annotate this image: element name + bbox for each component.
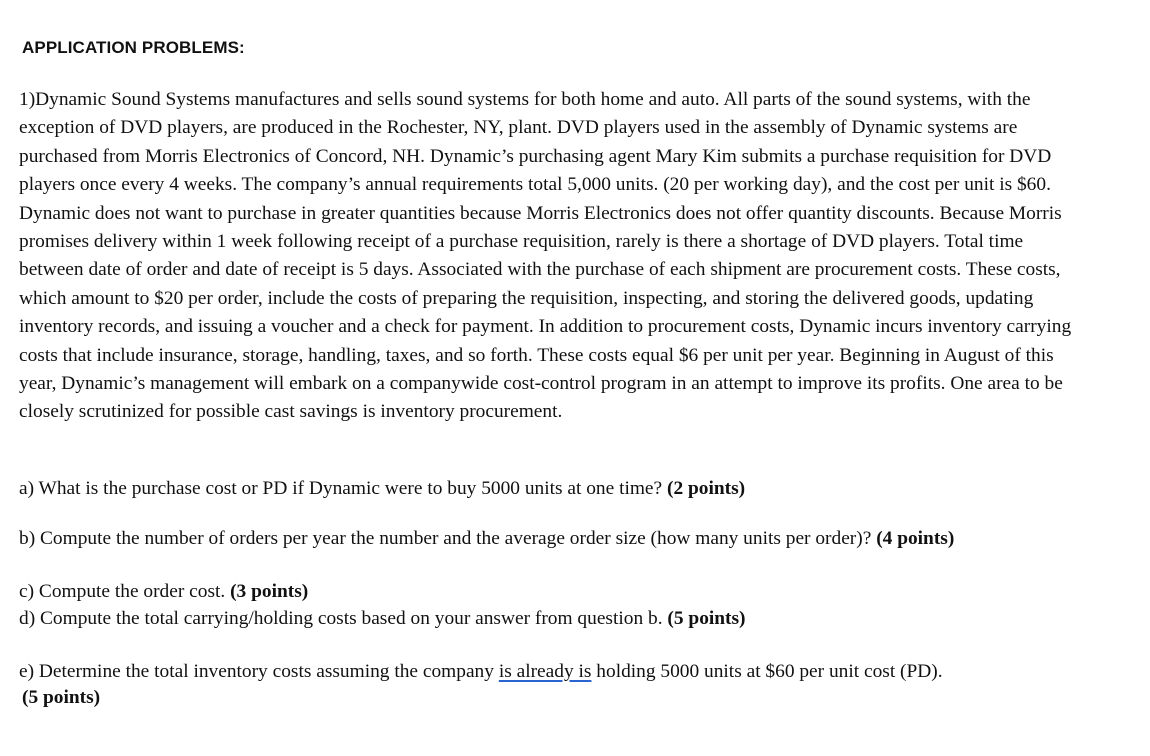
question-a bbox=[19, 476, 1119, 502]
problem-statement: 1)Dynamic Sound Systems manufactures and sells sound systems for both home and auto. All parts of the sound systems, with the exception of DVD players, are produced in the Rochester, NY, plant. DVD players used in the assembly of Dynamic systems are purchased from Morris Electronics of Concord, NH. Dynamic’s purchasing agent Mary Kim submits a purchase requisition for DVD players once every 4 weeks. The company’s annual requirements total 5,000 units. (20 per working day), and the cost per unit is $60. Dynamic does not want to purchase in greater quantities because Morris Electronics does not offer quantity discounts. Because Morris promises delivery within 1 week following receipt of a purchase requisition, rarely is there a shortage of DVD players. Total time between date of order and date of receipt is 5 days. Associated with the purchase of each shipment are procurement costs. These costs, which amount to $20 per order, include the costs of preparing the requisition, inspecting, and storing the delivered goods, updating inventory records, and issuing a voucher and a check for payment. In addition to procurement costs, Dynamic incurs inventory carrying costs that include insurance, storage, handling, taxes, and so forth. These costs equal $6 per unit per year. Beginning in August of this year, Dynamic’s management will embark on a companywide cost-control program in an attempt to improve its profits. One area to be closely scrutinized for possible cast savings is inventory procurement. bbox=[19, 89, 1072, 423]
question-d-points: (5 points) bbox=[667, 608, 746, 629]
question-e-text-before: e) Determine the total inventory costs assuming the company bbox=[19, 661, 494, 682]
section-heading: APPLICATION PROBLEMS: bbox=[22, 38, 245, 57]
question-b bbox=[19, 526, 1119, 552]
question-d bbox=[19, 606, 1119, 632]
question-c-points: (3 points) bbox=[230, 581, 309, 602]
question-d-text: d) Compute the total carrying/holding costs based on your answer from question b. bbox=[19, 608, 663, 629]
question-c bbox=[19, 579, 1119, 605]
question-e-points: (5 points) bbox=[22, 687, 101, 708]
question-e-text-after: holding 5000 units at $60 per unit cost (PD). bbox=[596, 661, 943, 682]
question-e-underlined-text: is already is bbox=[498, 661, 592, 682]
question-e bbox=[19, 659, 1119, 711]
question-b-text: b) Compute the number of orders per year the number and the average order size (how many units per order)? bbox=[19, 528, 872, 549]
question-b-points: (4 points) bbox=[876, 528, 955, 549]
question-a-points: (2 points) bbox=[667, 478, 746, 499]
question-a-text: a) What is the purchase cost or PD if Dynamic were to buy 5000 units at one time? bbox=[19, 478, 663, 499]
question-c-text: c) Compute the order cost. bbox=[19, 581, 226, 602]
